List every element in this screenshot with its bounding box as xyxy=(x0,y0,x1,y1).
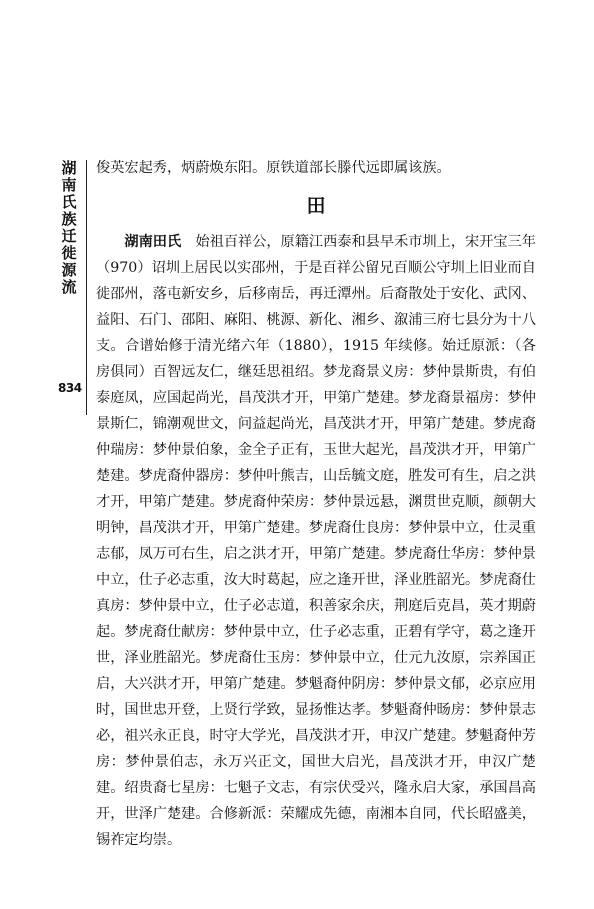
page-number: 834 xyxy=(58,381,82,395)
main-text xyxy=(96,155,536,853)
clan-entry-name: 湖南田氏 xyxy=(124,234,182,250)
running-header-vertical: 湖南氏族迁徙源流 xyxy=(61,159,77,296)
section-heading: 田 xyxy=(306,195,326,217)
continuation-paragraph: 俊英宏起秀，炳蔚焕东阳。原铁道部长滕代远即属该族。 xyxy=(96,160,451,176)
clan-entry-body: 始祖百祥公，原籍江西泰和县早禾市圳上，宋开宝三年（970）诏圳上居民以实邵州，于是百祥公留兄百顺公守圳上旧业而自徙邵州，落屯新安乡，后移南岳，再迁潭州。后裔散处于安化、武冈、益阳、石门、邵阳、麻阳、桃源、新化、湘乡、溆浦三府七县分为十八支。合谱始修于清光绪六年（1880），1915 年续修。始迁原派：（各房俱同）百智远友仁，继廷思祖绍。梦龙裔景义房：梦仲景斯贵，有伯泰庭凤，应国起尚光，昌茂洪才开，甲第广楚建。梦龙裔景福房：梦仲景斯仁，锦潮观世文，问益起尚光，昌茂洪才开，甲第广楚建。梦虎裔仲瑞房：梦仲景伯象，金全子正有，玉世大起光，昌茂洪才开，甲第广楚建。梦虎裔仲器房：梦仲叶熊吉，山岳毓文庭，胜发可有生，启之洪才开，甲第广楚建。梦虎裔仲荣房：梦仲景远悬，渊贯世克顺，颜朝大明钟，昌茂洪才开，甲第广楚建。梦虎裔仕良房：梦仲景中立，仕灵重志郁，凤万可右生，启之洪才开，甲第广楚建。梦虎裔仕华房：梦仲景中立，仕子必志重，汝大时葛起，应之逢开世，泽业胜韶光。梦虎裔仕真房：梦仲景中立，仕子必志道，积善家余庆，荆庭后克昌，英才期蔚起。梦虎裔仕献房：梦仲景中立，仕子必志重，正碧有学守，葛之逢开世，泽业胜韶光。梦虎裔仕玉房：梦仲景中立，仕元九汝原，宗养国正启，大兴洪才开，甲第广楚建。梦魁裔仲阴房：梦仲景文郁，必京应用时，国世忠开登，上贤行学致，显扬惟达孝。梦魁裔仲旸房：梦仲景志必，祖兴永正良，时守大学光，昌茂洪才开，申汉广楚建。梦魁裔仲芳房：梦仲景伯志，永万兴正文，国世大启光，昌茂洪才开，申汉广楚建。绍贵裔七星房：七魁子文志，有宗伏受兴，隆永启大家，承国昌高开，世泽广楚建。合修新派：荣耀成先德，南湘本自同，代长昭盛美，锡祚定均崇。 xyxy=(96,234,536,848)
margin-rule xyxy=(86,160,87,415)
clan-entry-paragraph xyxy=(96,229,536,853)
